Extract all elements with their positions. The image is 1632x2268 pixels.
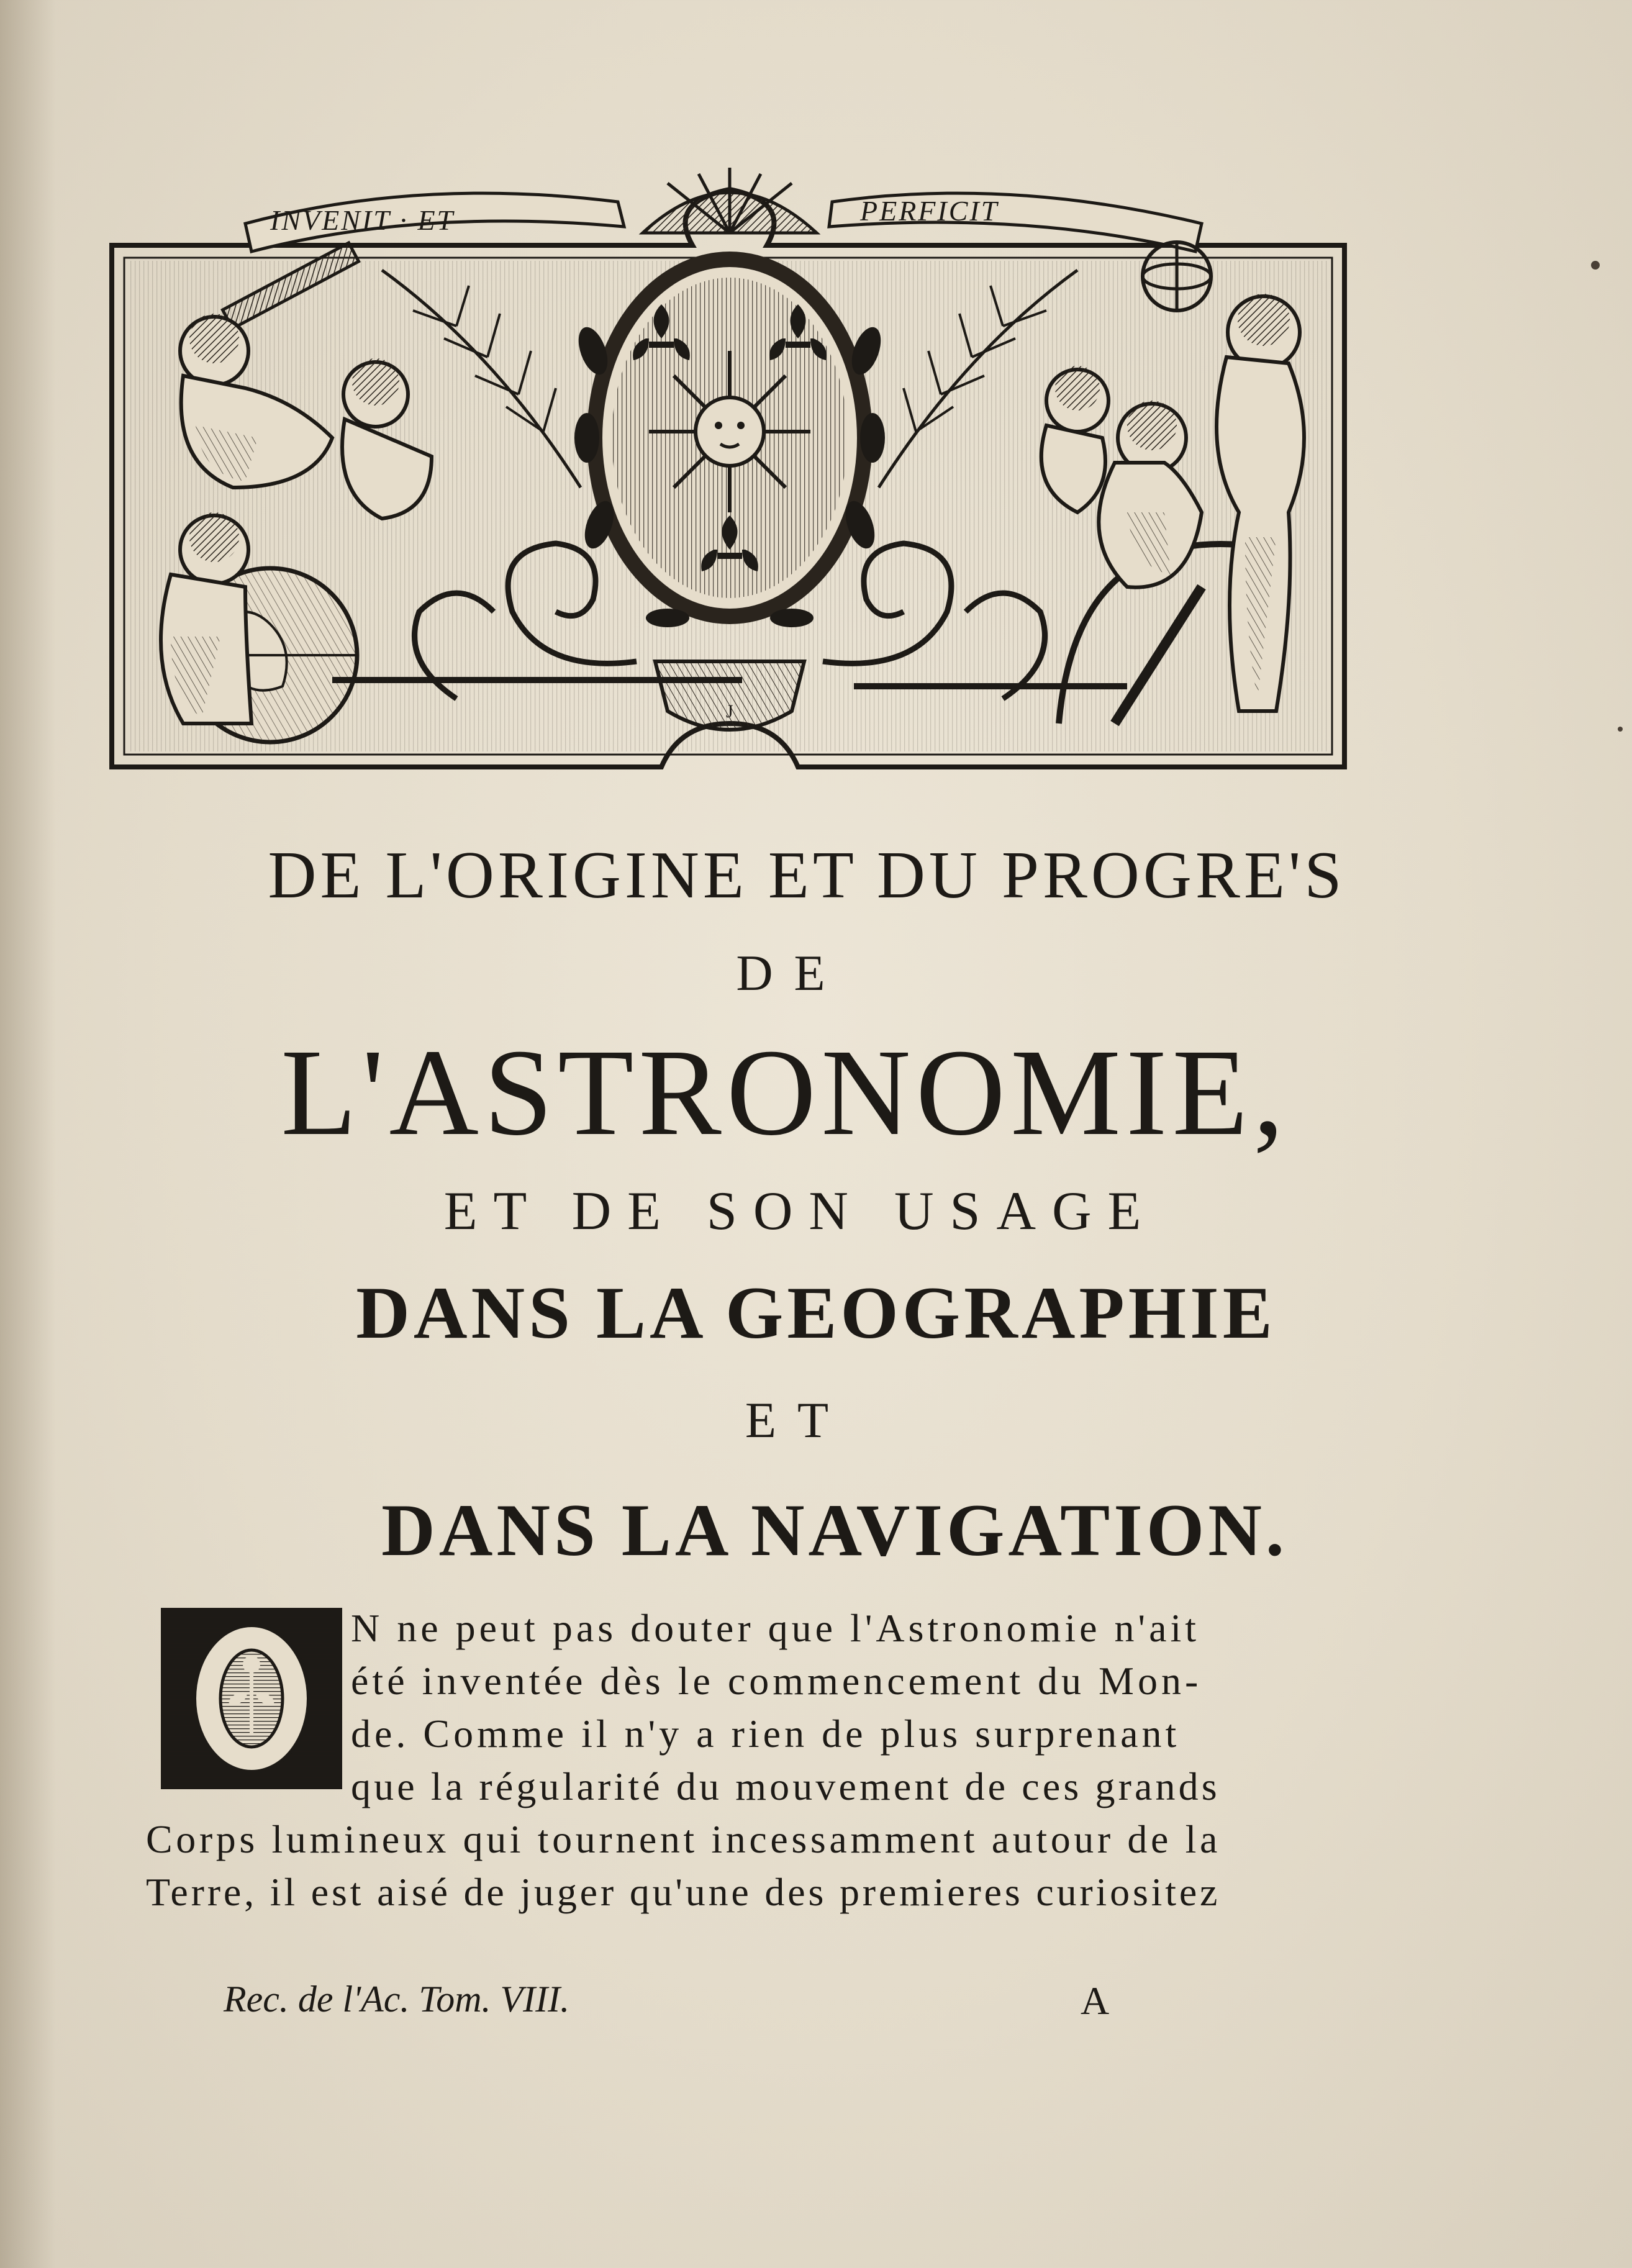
body-line-2: été inventée dès le commencement du Mon- xyxy=(351,1659,1202,1703)
signature-mark: Rec. de l'Ac. Tom. VIII. xyxy=(224,1979,570,2020)
motto-right: PERFICIT xyxy=(860,195,999,227)
title-line-6: ET xyxy=(745,1392,850,1448)
ink-spot xyxy=(1591,261,1600,270)
motto-left: INVENIT · ET xyxy=(270,204,455,236)
title-line-7: DANS LA NAVIGATION. xyxy=(381,1489,1288,1571)
dropcap-letter: O xyxy=(249,1710,254,1717)
title-line-4: ET DE SON USAGE xyxy=(443,1181,1158,1241)
title-line-1: DE L'ORIGINE ET DU PROGRE'S xyxy=(268,838,1346,912)
catchword: A xyxy=(1081,1979,1110,2023)
engraved-headpiece xyxy=(109,165,1348,773)
body-line-1: N ne peut pas douter que l'Astronomie n'ait xyxy=(351,1606,1200,1650)
body-line-3: de. Comme il n'y a rien de plus surprenant xyxy=(351,1712,1181,1756)
engraver-signature: J xyxy=(726,701,733,722)
body-line-4: que la régularité du mouvement de ces grands xyxy=(351,1764,1220,1808)
body-line-5: Corps lumineux qui tournent incessamment autour de la xyxy=(146,1817,1221,1861)
body-line-6: Terre, il est aisé de juger qu'une des premieres curiositez xyxy=(146,1870,1221,1914)
title-line-2: DE xyxy=(736,945,846,1001)
ornamental-dropcap xyxy=(158,1605,345,1792)
ink-spot xyxy=(1618,727,1623,732)
title-line-5: DANS LA GEOGRAPHIE xyxy=(356,1271,1276,1354)
title-main: L'ASTRONOMIE, xyxy=(281,1024,1289,1161)
